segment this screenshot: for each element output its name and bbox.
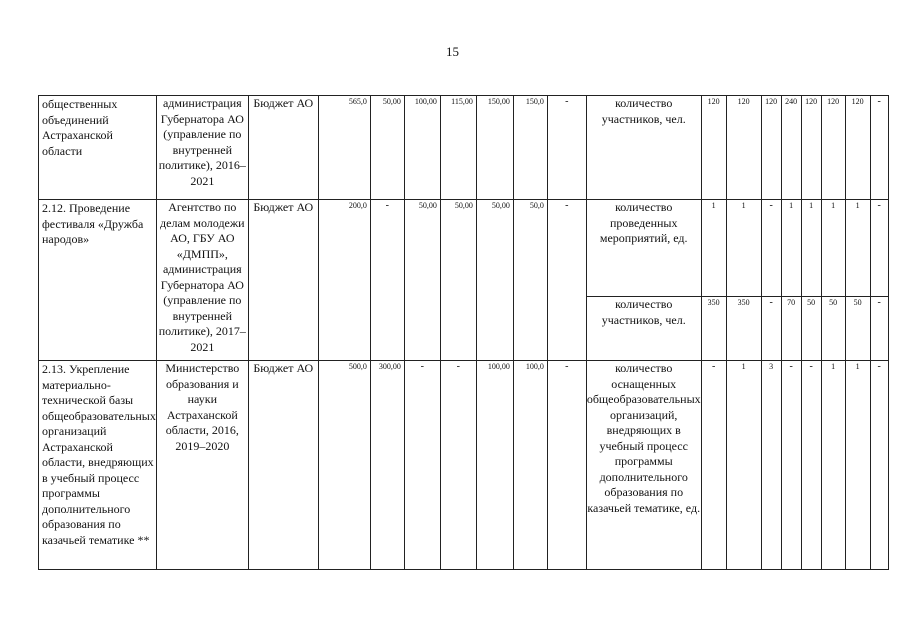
indicator-value: 50: [821, 297, 845, 361]
total-amount: 500,0: [318, 361, 370, 570]
indicator-value: 120: [801, 96, 821, 200]
indicator-value: 50: [801, 297, 821, 361]
indicator-value: 3: [761, 361, 781, 570]
table-row: [39, 96, 889, 200]
indicator-name: количество участников, чел.: [586, 96, 701, 200]
indicator-value: 1: [821, 200, 845, 297]
year-amount: -: [547, 361, 586, 570]
funding-source: Бюджет АО: [248, 200, 318, 361]
measure-name: 2.12. Проведение фестиваля «Дружба народов»: [39, 200, 157, 361]
indicator-value: -: [870, 96, 888, 200]
year-amount: 50,00: [440, 200, 476, 361]
page-number: 15: [446, 44, 459, 59]
indicator-value: -: [870, 297, 888, 361]
measure-name: общественных объединений Астраханской области: [39, 96, 157, 200]
year-amount: 100,00: [404, 96, 440, 200]
indicator-value: -: [801, 361, 821, 570]
indicator-value: 120: [761, 96, 781, 200]
executor: Агентство по делам молодежи АО, ГБУ АО «ДМПП», администрация Губернатора АО (управление по внутренней политике), 2017–2021: [156, 200, 248, 361]
year-amount: 50,0: [513, 200, 547, 361]
indicator-name: количество проведенных мероприятий, ед.: [586, 200, 701, 297]
year-amount: 150,00: [476, 96, 513, 200]
indicator-value: 120: [845, 96, 870, 200]
indicator-value: 120: [726, 96, 761, 200]
total-amount: 565,0: [318, 96, 370, 200]
indicator-value: 1: [801, 200, 821, 297]
year-amount: -: [440, 361, 476, 570]
indicator-value: 1: [726, 361, 761, 570]
indicator-value: 1: [781, 200, 801, 297]
indicator-value: -: [870, 200, 888, 297]
year-amount: 150,0: [513, 96, 547, 200]
indicator-value: 1: [701, 200, 726, 297]
indicator-name: количество оснащенных общеобразовательных организаций, внедряющих в учебный процесс программы дополнительного образования по казачьей тематике, ед.: [586, 361, 701, 570]
measure-name: 2.13. Укрепление материально-технической базы общеобразовательных организаций Астраханской области, внедряющих в учебный процесс программы дополнительного образования по казачьей тематике **: [39, 361, 157, 570]
indicator-value: 240: [781, 96, 801, 200]
indicator-value: 120: [821, 96, 845, 200]
indicator-value: 70: [781, 297, 801, 361]
year-amount: -: [370, 200, 404, 361]
executor: администрация Губернатора АО (управление по внутренней политике), 2016–2021: [156, 96, 248, 200]
indicator-value: 1: [845, 361, 870, 570]
indicator-value: -: [870, 361, 888, 570]
year-amount: 115,00: [440, 96, 476, 200]
funding-source: Бюджет АО: [248, 96, 318, 200]
indicator-value: 1: [845, 200, 870, 297]
table-row: [39, 200, 889, 297]
indicator-value: 350: [701, 297, 726, 361]
indicator-value: 1: [821, 361, 845, 570]
year-amount: -: [404, 361, 440, 570]
indicator-value: 50: [845, 297, 870, 361]
funding-source: Бюджет АО: [248, 361, 318, 570]
year-amount: 300,00: [370, 361, 404, 570]
executor: Министерство образования и науки Астраханской области, 2016, 2019–2020: [156, 361, 248, 570]
year-amount: -: [547, 200, 586, 361]
year-amount: 100,00: [476, 361, 513, 570]
table-row: [39, 361, 889, 570]
indicator-value: -: [761, 200, 781, 297]
year-amount: 50,00: [404, 200, 440, 361]
indicator-value: -: [781, 361, 801, 570]
year-amount: 100,0: [513, 361, 547, 570]
year-amount: 50,00: [370, 96, 404, 200]
indicator-name: количество участников, чел.: [586, 297, 701, 361]
indicator-value: -: [701, 361, 726, 570]
indicator-value: 120: [701, 96, 726, 200]
indicator-value: -: [761, 297, 781, 361]
indicator-value: 350: [726, 297, 761, 361]
total-amount: 200,0: [318, 200, 370, 361]
indicator-value: 1: [726, 200, 761, 297]
program-table: [38, 95, 889, 570]
year-amount: 50,00: [476, 200, 513, 361]
year-amount: -: [547, 96, 586, 200]
